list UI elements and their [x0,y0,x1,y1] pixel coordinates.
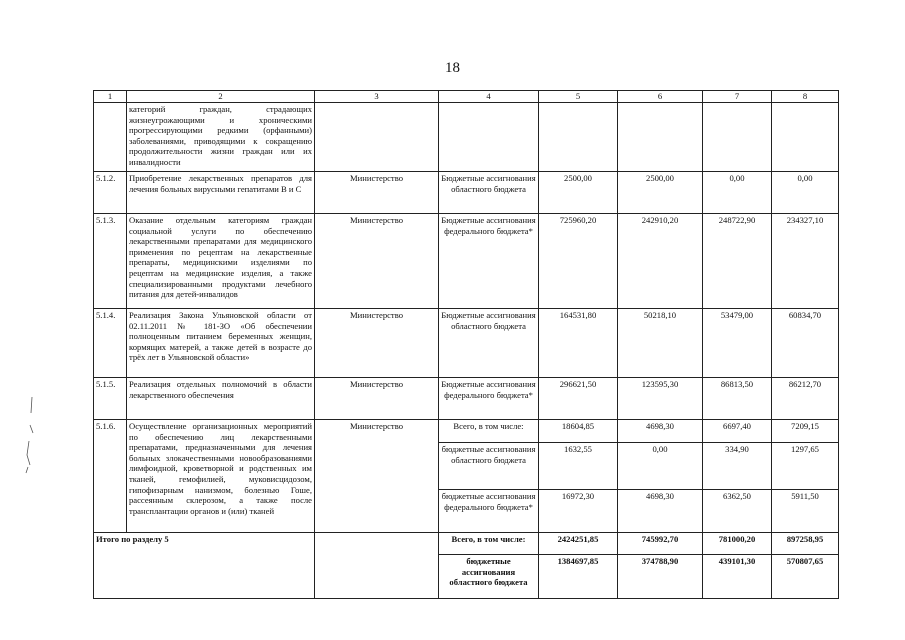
row-code: 5.1.3. [94,214,127,309]
amount-v7: 53479,00 [703,309,772,378]
total-amount-v8: 897258,95 [772,533,839,555]
empty-cell [703,103,772,172]
table-row [94,420,839,443]
amount-v8: 0,00 [772,172,839,214]
amount-v8: 7209,15 [772,420,839,443]
amount-v5: 296621,50 [539,378,618,420]
total-amount-v7: 781000,20 [703,533,772,555]
total-amount-v5: 2424251,85 [539,533,618,555]
total-row [94,533,839,555]
funding-source: Бюджетные ассигнования областного бюджета [439,309,539,378]
column-header: 7 [703,91,772,103]
funding-source: Бюджетные ассигнования областного бюджета [439,172,539,214]
page-number: 18 [445,60,460,76]
total-funding-source: бюджетные ассигнования областного бюджета [439,555,539,599]
amount-v5: 18604,85 [539,420,618,443]
row-code: 5.1.2. [94,172,127,214]
amount-v5: 2500,00 [539,172,618,214]
total-amount-v6: 745992,70 [618,533,703,555]
amount-v7: 6362,50 [703,490,772,533]
row-executor: Министерство [315,309,439,378]
row-executor [315,103,439,172]
amount-v8: 234327,10 [772,214,839,309]
empty-cell [618,103,703,172]
margin-pen-mark [24,395,36,475]
column-header: 6 [618,91,703,103]
empty-cell [439,103,539,172]
row-name: Реализация Закона Ульяновской области от 02.11.2011 № 181-ЗО «Об обеспечении полноценным питанием беременных женщин, кормящих матерей, а также детей в возрасте до трёх лет в Ульяновской области» [127,309,315,378]
amount-v8: 86212,70 [772,378,839,420]
row-executor: Министерство [315,172,439,214]
row-executor: Министерство [315,214,439,309]
total-label: Итого по разделу 5 [94,533,315,599]
total-amount-v8: 570807,65 [772,555,839,599]
amount-v6: 0,00 [618,443,703,490]
amount-v5: 1632,55 [539,443,618,490]
table-row [94,172,839,214]
amount-v6: 242910,20 [618,214,703,309]
row-name: Реализация отдельных полномочий в области лекарственного обеспечения [127,378,315,420]
amount-v5: 725960,20 [539,214,618,309]
amount-v7: 6697,40 [703,420,772,443]
empty-cell [772,103,839,172]
amount-v6: 50218,10 [618,309,703,378]
row-code: 5.1.5. [94,378,127,420]
amount-v7: 248722,90 [703,214,772,309]
table-row [94,309,839,378]
header-row [94,91,839,103]
row-name: категорий граждан, страдающих жизнеугрожающими и хроническими прогрессирующими редкими (орфанными) заболеваниями, приводящими к сокращению продолжительности жизни граждан или их инвалидности [127,103,315,172]
amount-v6: 123595,30 [618,378,703,420]
row-name: Осуществление организационных мероприятий по обеспечению лиц лекарственными препаратами, предназначенными для лечения больных злокачественными новообразованиями лимфоидной, кроветворной и родственных им тканей, гемофилией, муковисцидозом, гипофизарным нанизмом, болезнью Гоше, рассеянным склерозом, а также после трансплантации органов и (или) тканей [127,420,315,533]
total-funding-source: Всего, в том числе: [439,533,539,555]
empty-cell [539,103,618,172]
amount-v7: 334,90 [703,443,772,490]
empty-cell [315,533,439,599]
amount-v5: 16972,30 [539,490,618,533]
amount-v8: 60834,70 [772,309,839,378]
row-name: Приобретение лекарственных препаратов для лечения больных вирусными гепатитами В и С [127,172,315,214]
table-row [94,103,839,172]
budget-table [93,90,839,599]
amount-v6: 4698,30 [618,490,703,533]
row-code: 5.1.6. [94,420,127,533]
column-header: 3 [315,91,439,103]
amount-v5: 164531,80 [539,309,618,378]
row-code [94,103,127,172]
funding-source: бюджетные ассигнования федерального бюджета* [439,490,539,533]
funding-source: Бюджетные ассигнования федерального бюджета* [439,378,539,420]
column-header: 4 [439,91,539,103]
column-header: 8 [772,91,839,103]
row-executor: Министерство [315,378,439,420]
amount-v7: 86813,50 [703,378,772,420]
column-header: 5 [539,91,618,103]
total-amount-v5: 1384697,85 [539,555,618,599]
table-row [94,378,839,420]
amount-v6: 2500,00 [618,172,703,214]
column-header: 1 [94,91,127,103]
row-name: Оказание отдельным категориям граждан социальной услуги по обеспечению лекарственными препаратами для медицинского применения по рецептам на лекарственные препараты, медицинскими изделиями по рецептам на медицинские изделия, а также специализированными продуктами лечебного питания для детей-инвалидов [127,214,315,309]
amount-v6: 4698,30 [618,420,703,443]
amount-v7: 0,00 [703,172,772,214]
table-row [94,214,839,309]
total-amount-v7: 439101,30 [703,555,772,599]
funding-source: Бюджетные ассигнования федерального бюджета* [439,214,539,309]
total-amount-v6: 374788,90 [618,555,703,599]
column-header: 2 [127,91,315,103]
funding-source: Всего, в том числе: [439,420,539,443]
funding-source: бюджетные ассигнования областного бюджета [439,443,539,490]
amount-v8: 1297,65 [772,443,839,490]
row-code: 5.1.4. [94,309,127,378]
row-executor: Министерство [315,420,439,533]
amount-v8: 5911,50 [772,490,839,533]
